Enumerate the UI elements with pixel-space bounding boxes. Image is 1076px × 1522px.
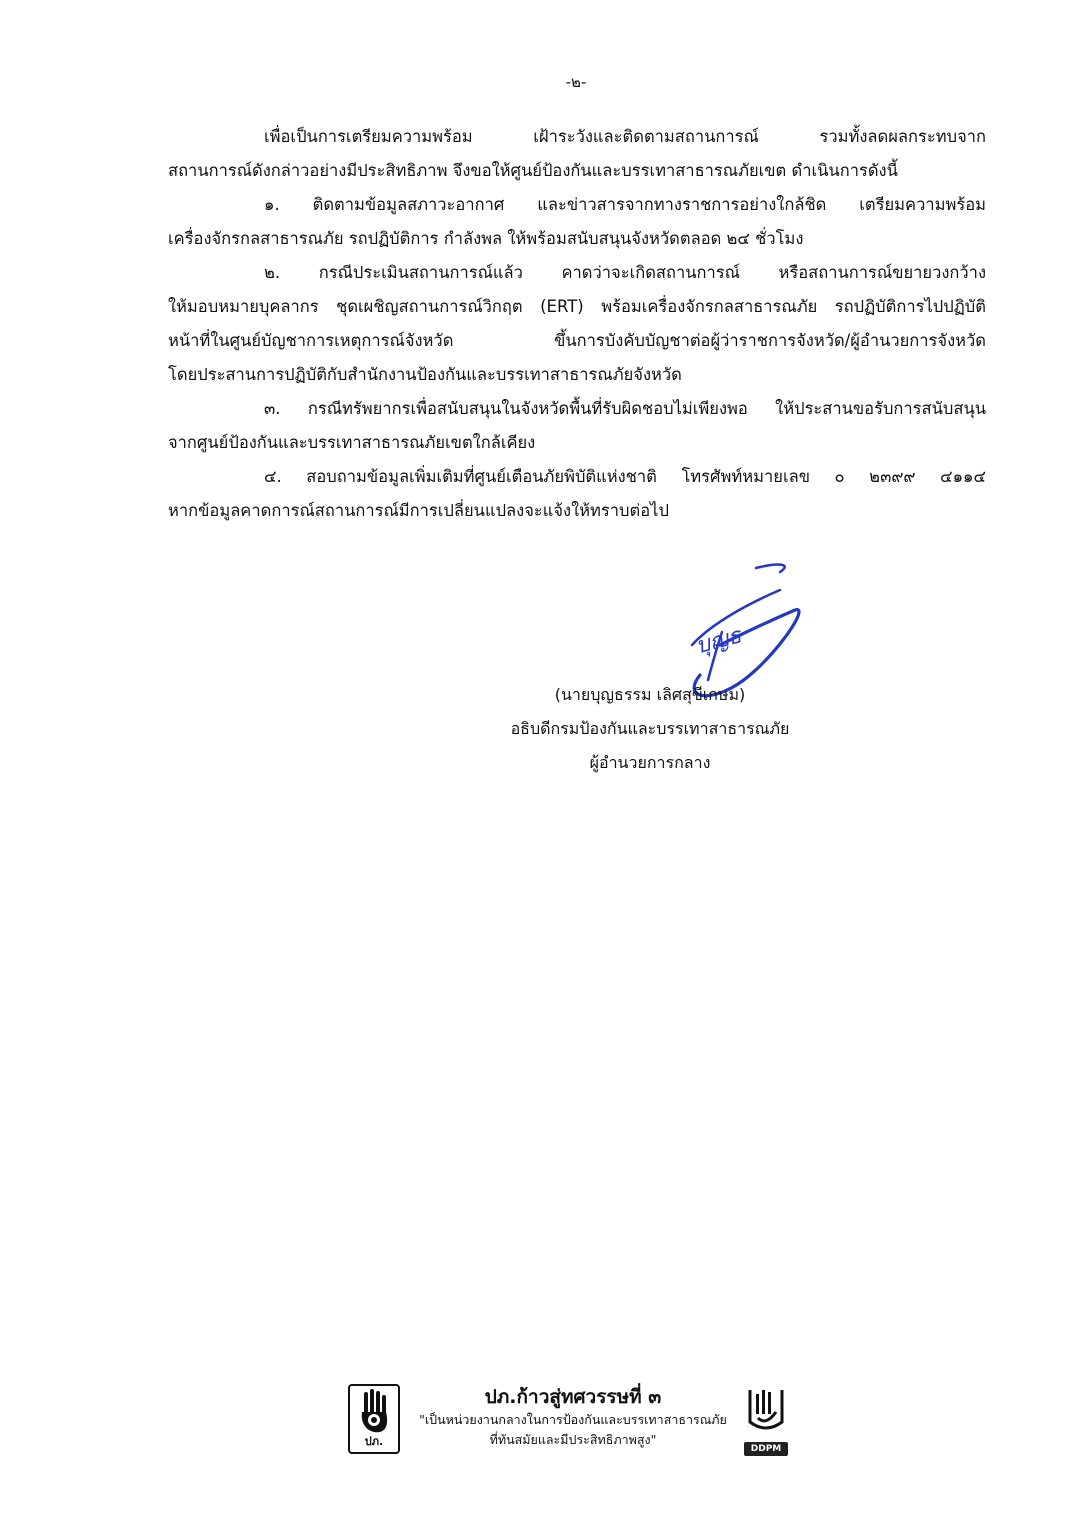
signer-position: อธิบดีกรมป้องกันและบรรเทาสาธารณภัย: [510, 719, 790, 738]
text-line: ๔. สอบถามข้อมูลเพิ่มเติมที่ศูนย์เตือนภัยพิบัติแห่งชาติ โทรศัพท์หมายเลข ๐ ๒๓๙๙ ๔๑๑๔: [264, 467, 986, 486]
paragraph-preparedness: [168, 120, 986, 188]
footer: [348, 1380, 798, 1460]
slogan-line: "เป็นหน่วยงานกลางในการป้องกันและบรรเทาสาธารณภัย: [419, 1412, 727, 1427]
signer-role: ผู้อำนวยการกลาง: [589, 753, 711, 772]
text-line: หากข้อมูลคาดการณ์สถานการณ์มีการเปลี่ยนแปลงจะแจ้งให้ทราบต่อไป: [168, 501, 669, 520]
text-line: สถานการณ์ดังกล่าวอย่างมีประสิทธิภาพ จึงขอให้ศูนย์ป้องกันและบรรเทาสาธารณภัยเขต ดำเนินการดังนี้: [168, 161, 898, 180]
signature-script: บุญธ: [693, 623, 745, 660]
page-number: -๒-: [565, 73, 587, 91]
slogan-line: ที่ทันสมัยและมีประสิทธิภาพสูง": [489, 1432, 657, 1447]
paragraph-item-2: [168, 256, 986, 392]
text-line: ๒. กรณีประเมินสถานการณ์แล้ว คาดว่าจะเกิดสถานการณ์ หรือสถานการณ์ขยายวงกว้าง: [264, 263, 986, 282]
text-line: ๓. กรณีทรัพยากรเพื่อสนับสนุนในจังหวัดพื้นที่รับผิดชอบไม่เพียงพอ ให้ประสานขอรับการสนับสนุน: [264, 399, 986, 418]
text-line: จากศูนย์ป้องกันและบรรเทาสาธารณภัยเขตใกล้เคียง: [168, 433, 536, 452]
text-line: เพื่อเป็นการเตรียมความพร้อม เฝ้าระวังและติดตามสถานการณ์ รวมทั้งลดผลกระทบจาก: [264, 127, 986, 146]
text-line: หน้าที่ในศูนย์บัญชาการเหตุการณ์จังหวัด ขึ้นการบังคับบัญชาต่อผู้ว่าราชการจังหวัด/ผู้อำนวยการจังหวัด: [168, 331, 986, 350]
signature-block: [480, 550, 820, 780]
logo-left-label: ปภ.: [364, 1435, 384, 1448]
letter-body: [168, 120, 986, 528]
text-line: ให้มอบหมายบุคลากร ชุดเผชิญสถานการณ์วิกฤต (ERT) พร้อมเครื่องจักรกลสาธารณภัย รถปฏิบัติการไปปฏิบัติ: [168, 297, 986, 316]
text-line: ๑. ติดตามข้อมูลสภาวะอากาศ และข่าวสารจากทางราชการอย่างใกล้ชิด เตรียมความพร้อม: [264, 195, 986, 214]
ddpm-emblem-icon: [740, 1382, 792, 1440]
paragraph-item-4: [168, 460, 986, 528]
ddpm-logo: [740, 1382, 792, 1456]
footer-slogan: [408, 1410, 738, 1450]
paragraph-item-3: [168, 392, 986, 460]
ddpm-hand-logo: [348, 1384, 400, 1454]
footer-title: ปภ.ก้าวสู่ทศวรรษที่ ๓: [484, 1386, 662, 1408]
signer-info: [480, 678, 820, 780]
signer-name: (นายบุญธรรม เลิศสุขีเกษม): [554, 685, 746, 704]
text-line: เครื่องจักรกลสาธารณภัย รถปฏิบัติการ กำลังพล ให้พร้อมสนับสนุนจังหวัดตลอด ๒๔ ชั่วโมง: [168, 229, 804, 248]
text-line: โดยประสานการปฏิบัติกับสำนักงานป้องกันและบรรเทาสาธารณภัยจังหวัด: [168, 365, 682, 384]
logo-right-label: DDPM: [744, 1442, 788, 1456]
hand-emblem-icon: [350, 1386, 398, 1438]
paragraph-item-1: [168, 188, 986, 256]
